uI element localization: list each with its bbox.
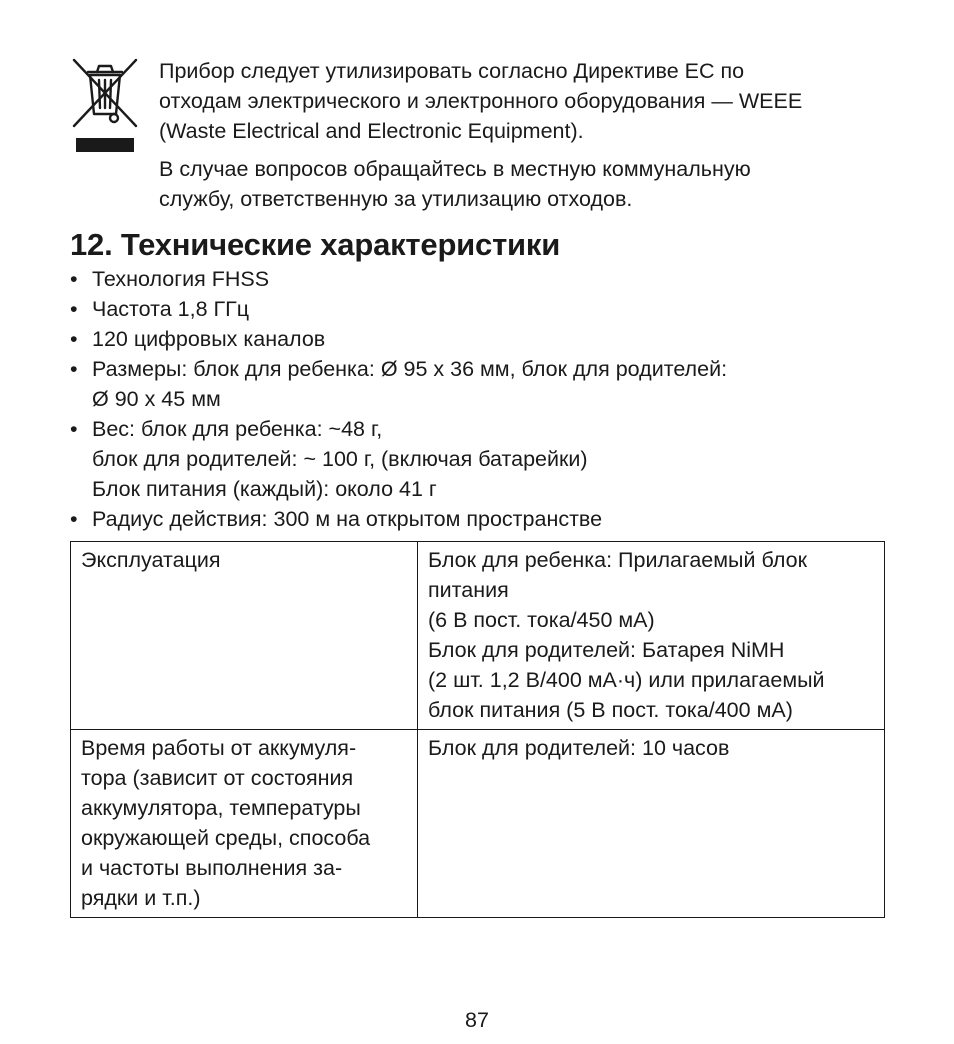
spec-item-range: • Радиус действия: 300 м на открытом пространстве: [70, 504, 890, 534]
weee-contact-paragraph: В случае вопросов обращайтесь в местную коммунальную службу, ответственную за утилизацию отходов.: [159, 157, 751, 211]
table-row: [71, 730, 885, 918]
table-cell-label: Эксплуатация: [71, 542, 418, 730]
spec-item-frequency: • Частота 1,8 ГГц: [70, 294, 890, 324]
spec-item-channels: • 120 цифровых каналов: [70, 324, 890, 354]
crossed-out-wheelie-bin-icon: [70, 56, 140, 154]
spec-item-dimensions: • Размеры: блок для ребенка: Ø 95 x 36 мм, блок для родителей: Ø 90 x 45 мм: [70, 354, 890, 414]
section-title: 12. Технические характеристики: [70, 227, 561, 262]
table-cell-value: Блок для ребенка: Прилагаемый блок питания (6 В пост. тока/450 мА) Блок для родителей: Батарея NiMH (2 шт. 1,2 В/400 мА·ч) или прилагаемый блок питания (5 В пост. тока/400 мА): [418, 542, 885, 730]
table-row: [71, 542, 885, 730]
spec-list: [70, 264, 890, 534]
spec-item-technology: • Технология FHSS: [70, 264, 890, 294]
weee-disposal-paragraph: Прибор следует утилизировать согласно Директиве ЕС по отходам электрического и электронного оборудования — WEEE (Waste Electrical and Electronic Equipment).: [159, 59, 803, 143]
page-number: 87: [465, 1008, 489, 1032]
table-cell-value: Блок для родителей: 10 часов: [418, 730, 885, 918]
spec-item-weight: • Вес: блок для ребенка: ~48 г, блок для родителей: ~ 100 г, (включая батарейки) Блок питания (каждый): около 41 г: [70, 414, 890, 504]
specs-table: [70, 541, 885, 918]
table-cell-label: Время работы от аккумуля- тора (зависит от состояния аккумулятора, температуры окружающей среды, способа и частоты выполнения за- рядки и т.п.): [71, 730, 418, 918]
